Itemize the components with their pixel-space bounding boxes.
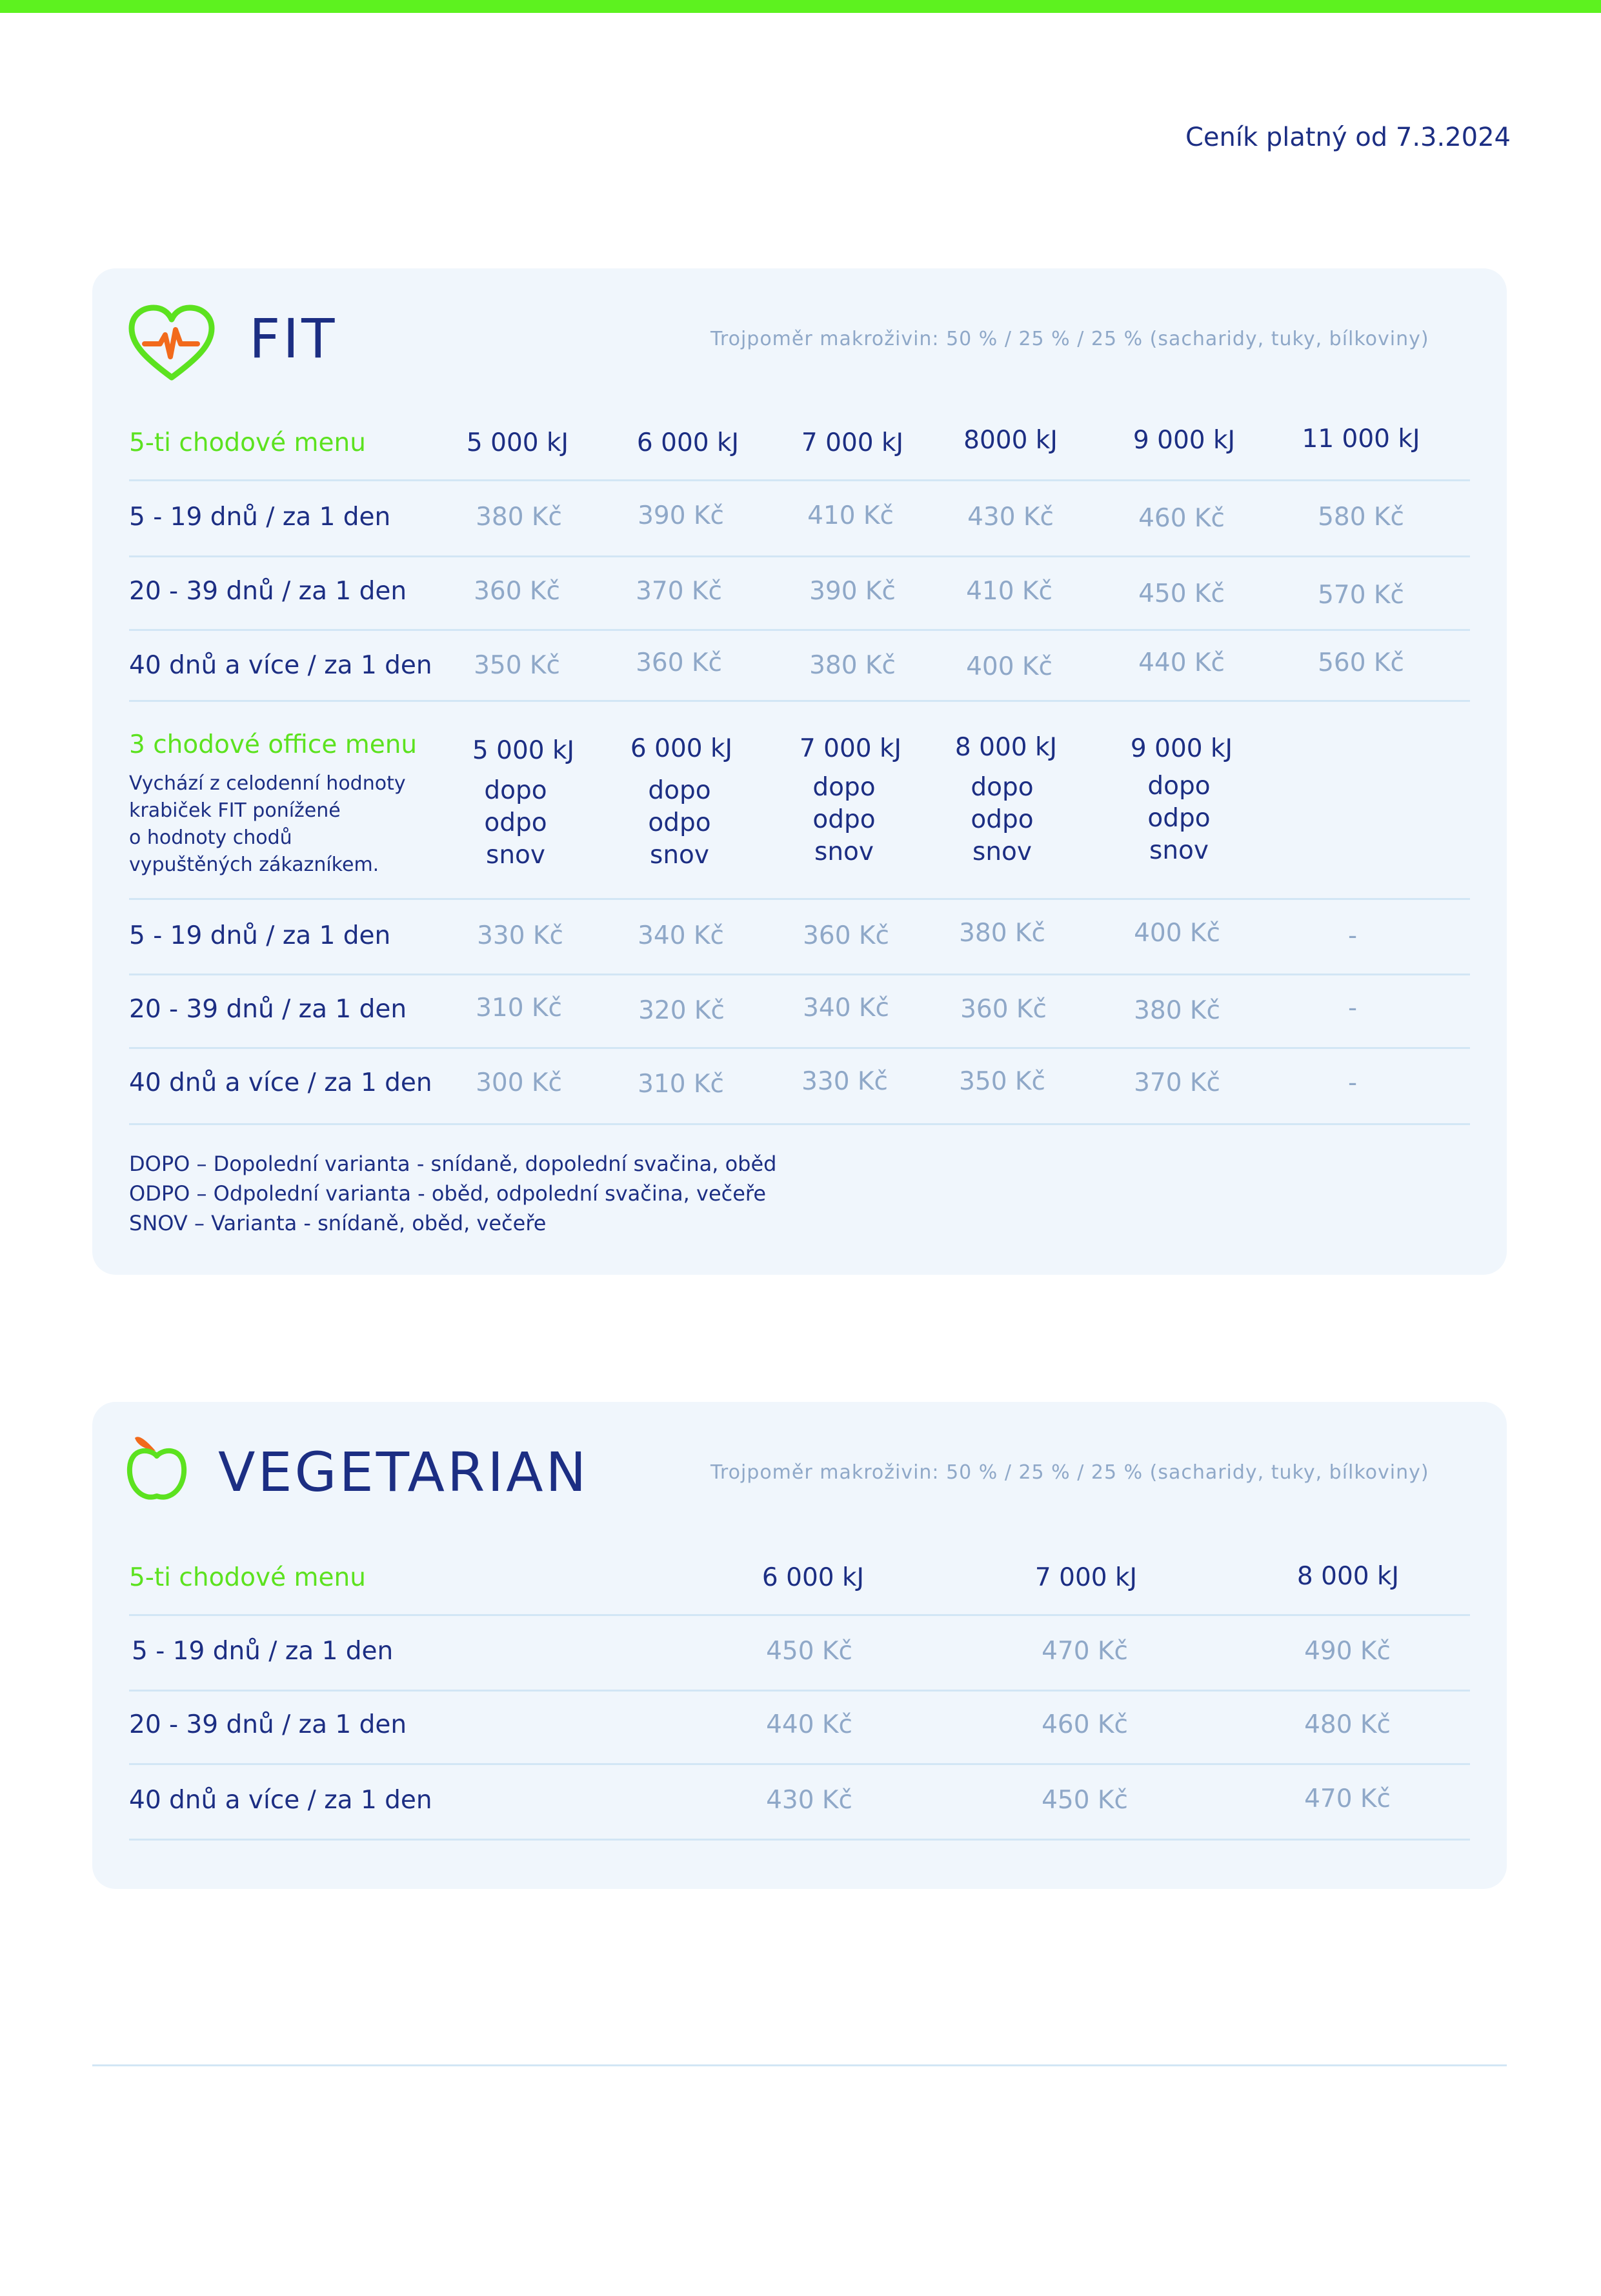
vegetarian-price-cell: 450 Kč	[766, 1637, 852, 1666]
price-list-validity: Ceník platný od 7.3.2024	[1185, 123, 1511, 152]
fit-office-column-kj: 7 000 kJ	[799, 734, 902, 763]
fit-price-cell: 390 Kč	[809, 577, 896, 606]
vegetarian-five-course-heading: 5-ti chodové menu	[129, 1563, 366, 1592]
divider	[129, 973, 1470, 975]
vegetarian-price-cell: 430 Kč	[766, 1786, 852, 1815]
fit-office-price-cell: 380 Kč	[1134, 996, 1220, 1025]
fit-office-row-label: 5 - 19 dnů / za 1 den	[129, 921, 391, 950]
fit-column-kj: 5 000 kJ	[466, 428, 569, 457]
fit-row-label: 5 - 19 dnů / za 1 den	[129, 503, 391, 532]
heart-pulse-icon	[128, 304, 216, 383]
fit-price-cell: 350 Kč	[474, 651, 560, 680]
vegetarian-price-cell: 470 Kč	[1304, 1784, 1391, 1813]
fit-column-kj: 8000 kJ	[963, 426, 1058, 455]
vegetarian-title: VEGETARIAN	[218, 1441, 589, 1504]
fit-column-kj: 7 000 kJ	[801, 428, 904, 457]
vegetarian-price-card	[92, 1402, 1507, 1889]
fit-office-heading: 3 chodové office menu	[129, 730, 418, 759]
fit-office-price-cell: 340 Kč	[803, 993, 889, 1023]
fit-variant-legend: DOPO – Dopolední varianta - snídaně, dopolední svačina, oběd ODPO – Odpolední varianta - oběd, odpolední svačina, večeře SNOV – Varianta - snídaně, oběd, večeře	[129, 1152, 777, 1235]
fit-price-cell: 580 Kč	[1318, 503, 1404, 532]
fit-office-row-label: 40 dnů a více / za 1 den	[129, 1068, 432, 1097]
fit-office-price-cell: 360 Kč	[960, 995, 1047, 1024]
fit-office-price-cell: 310 Kč	[638, 1070, 724, 1099]
vegetarian-macro-ratio: Trojpoměr makroživin: 50 % / 25 % / 25 % (sacharidy, tuky, bílkoviny)	[710, 1461, 1429, 1484]
fit-price-cell: 400 Kč	[966, 652, 1052, 681]
divider	[129, 1839, 1470, 1841]
fit-office-price-cell: -	[1347, 1068, 1358, 1097]
divider	[129, 1763, 1470, 1765]
fit-title: FIT	[249, 307, 337, 370]
fit-price-cell: 360 Kč	[636, 648, 722, 677]
fit-price-cell: 360 Kč	[474, 577, 560, 606]
fit-office-price-cell: 350 Kč	[959, 1067, 1045, 1096]
divider	[129, 1690, 1470, 1692]
fit-column-kj: 6 000 kJ	[636, 428, 740, 457]
fit-office-price-cell: 300 Kč	[476, 1068, 562, 1097]
fit-price-cell: 410 Kč	[966, 577, 1052, 606]
divider	[129, 629, 1470, 631]
fit-office-variants: dopo odpo snov	[484, 776, 547, 870]
divider	[129, 898, 1470, 900]
vegetarian-price-cell: 480 Kč	[1304, 1710, 1391, 1739]
fit-office-price-cell: -	[1347, 993, 1358, 1023]
vegetarian-column-kj: 7 000 kJ	[1034, 1563, 1138, 1592]
fit-office-price-cell: 380 Kč	[959, 919, 1045, 948]
fit-office-column-kj: 6 000 kJ	[630, 734, 733, 763]
vegetarian-column-kj: 8 000 kJ	[1296, 1562, 1400, 1591]
fit-price-cell: 370 Kč	[636, 577, 722, 606]
fit-price-cell: 560 Kč	[1318, 648, 1404, 677]
fit-office-price-cell: 360 Kč	[803, 921, 889, 950]
fit-office-variants: dopo odpo snov	[812, 773, 876, 866]
vegetarian-price-cell: 490 Kč	[1304, 1637, 1391, 1666]
fit-price-cell: 380 Kč	[809, 651, 896, 680]
top-accent-bar	[0, 0, 1601, 13]
fit-price-cell: 460 Kč	[1138, 504, 1225, 533]
vegetarian-price-cell: 450 Kč	[1042, 1786, 1128, 1815]
fit-office-column-kj: 9 000 kJ	[1130, 734, 1233, 763]
vegetarian-price-cell: 460 Kč	[1042, 1710, 1128, 1739]
fit-column-kj: 11 000 kJ	[1302, 424, 1420, 454]
fit-row-label: 20 - 39 dnů / za 1 den	[129, 577, 407, 606]
fit-office-price-cell: 370 Kč	[1134, 1068, 1220, 1097]
divider	[129, 1047, 1470, 1049]
fit-office-note: Vychází z celodenní hodnoty krabiček FIT ponížené o hodnoty chodů vypuštěných zákazníkem.	[129, 772, 406, 876]
fit-office-price-cell: 330 Kč	[801, 1067, 888, 1096]
fit-office-price-cell: -	[1347, 921, 1358, 950]
fit-row-label: 40 dnů a více / za 1 den	[129, 651, 432, 680]
apple-icon	[125, 1428, 189, 1505]
vegetarian-column-kj: 6 000 kJ	[761, 1563, 865, 1592]
divider	[129, 555, 1470, 557]
fit-office-price-cell: 310 Kč	[476, 993, 562, 1023]
fit-office-variants: dopo odpo snov	[971, 773, 1034, 866]
footer-divider	[92, 2064, 1507, 2066]
fit-price-cell: 390 Kč	[638, 501, 724, 530]
fit-office-column-kj: 5 000 kJ	[472, 736, 575, 765]
fit-office-column-kj: 8 000 kJ	[954, 733, 1058, 762]
fit-office-price-cell: 400 Kč	[1134, 919, 1220, 948]
fit-price-cell: 380 Kč	[476, 503, 562, 532]
fit-five-course-heading: 5-ti chodové menu	[129, 428, 366, 457]
divider	[129, 1614, 1470, 1616]
fit-office-price-cell: 320 Kč	[638, 996, 725, 1025]
fit-office-price-cell: 340 Kč	[638, 921, 724, 950]
fit-office-variants: dopo odpo snov	[648, 776, 711, 870]
fit-price-cell: 570 Kč	[1318, 581, 1404, 610]
fit-office-price-cell: 330 Kč	[477, 921, 563, 950]
vegetarian-row-label: 40 dnů a více / za 1 den	[129, 1786, 432, 1815]
vegetarian-row-label: 20 - 39 dnů / za 1 den	[129, 1710, 407, 1739]
fit-price-cell: 410 Kč	[807, 501, 894, 530]
divider	[129, 479, 1470, 481]
fit-office-variants: dopo odpo snov	[1147, 772, 1211, 865]
fit-price-cell: 440 Kč	[1138, 648, 1225, 677]
vegetarian-price-cell: 470 Kč	[1042, 1637, 1128, 1666]
fit-office-row-label: 20 - 39 dnů / za 1 den	[129, 995, 407, 1024]
divider	[129, 1123, 1470, 1125]
fit-price-card	[92, 268, 1507, 1275]
vegetarian-price-cell: 440 Kč	[766, 1710, 852, 1739]
fit-column-kj: 9 000 kJ	[1133, 426, 1236, 455]
fit-macro-ratio: Trojpoměr makroživin: 50 % / 25 % / 25 % (sacharidy, tuky, bílkoviny)	[710, 328, 1429, 350]
vegetarian-row-label: 5 - 19 dnů / za 1 den	[132, 1637, 394, 1666]
fit-price-cell: 430 Kč	[967, 503, 1054, 532]
fit-price-cell: 450 Kč	[1138, 579, 1225, 608]
divider	[129, 700, 1470, 702]
